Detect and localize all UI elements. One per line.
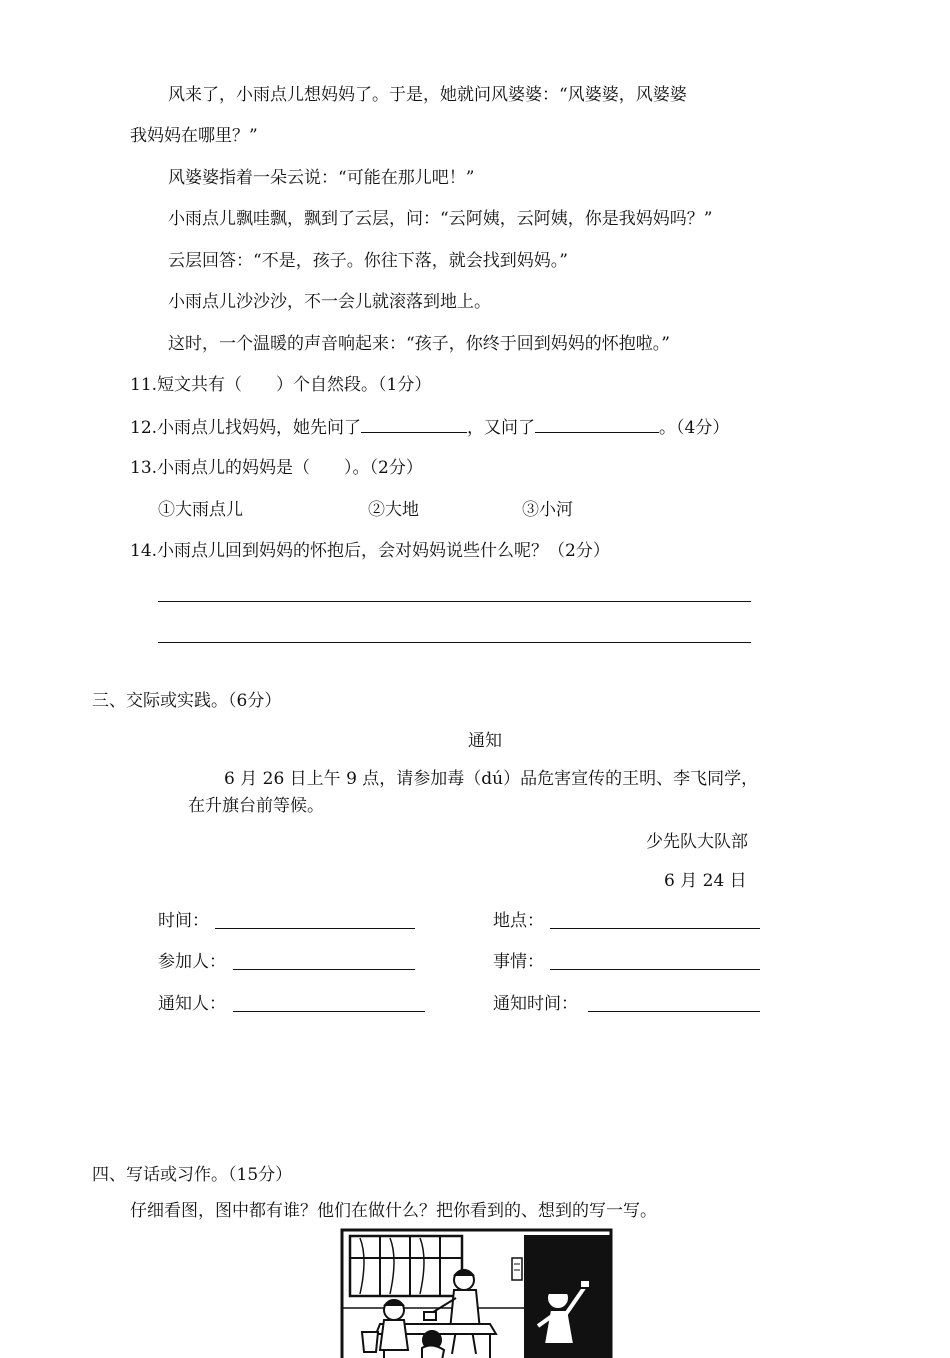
- question-13: 13.小雨点儿的妈妈是（ ）。（2分）: [130, 458, 423, 478]
- question-12-text-b: ，又问了: [467, 418, 536, 438]
- section-4-prompt: 仔细看图，图中都有谁？他们在做什么？把你看到的、想到的写一写。: [130, 1201, 657, 1221]
- classroom-cleaning-illustration: [340, 1228, 613, 1358]
- notice-title: 通知: [468, 731, 502, 751]
- story-paragraph-5: 小雨点儿沙沙沙，不一会儿就滚落到地上。: [168, 292, 491, 312]
- section-4-heading: 四、写话或习作。（15分）: [92, 1165, 293, 1185]
- field-notifier-label: 通知人：: [158, 994, 226, 1014]
- field-place-line[interactable]: [550, 928, 760, 929]
- notice-date: 6 月 24 日: [664, 871, 747, 891]
- story-paragraph-4: 云层回答：“不是，孩子。你往下落，就会找到妈妈。”: [168, 251, 568, 271]
- question-12-blank-2[interactable]: [535, 416, 659, 433]
- question-12-text-c: 。（4分）: [659, 418, 730, 438]
- notice-body-line-2: 在升旗台前等候。: [188, 796, 324, 816]
- field-time-label: 时间：: [158, 911, 209, 931]
- story-paragraph-1-line-1: 风来了，小雨点儿想妈妈了。于是，她就问风婆婆：“风婆婆，风婆婆: [168, 85, 687, 105]
- question-11: 11.短文共有（ ）个自然段。（1分）: [130, 375, 432, 395]
- question-12-blank-1[interactable]: [361, 416, 467, 433]
- story-paragraph-3: 小雨点儿飘哇飘，飘到了云层，问：“云阿姨，云阿姨，你是我妈妈吗？”: [168, 209, 713, 229]
- field-time-line[interactable]: [215, 928, 415, 929]
- story-paragraph-6: 这时，一个温暖的声音响起来：“孩子，你终于回到妈妈的怀抱啦。”: [168, 334, 670, 354]
- answer-line-1[interactable]: [158, 601, 751, 602]
- field-participants-line[interactable]: [233, 969, 415, 970]
- field-matter-line[interactable]: [550, 969, 760, 970]
- question-12-text-a: 12.小雨点儿找妈妈，她先问了: [130, 418, 362, 438]
- field-notifier-line[interactable]: [233, 1011, 425, 1012]
- question-13-option-3[interactable]: ③小河: [522, 500, 573, 520]
- question-14: 14.小雨点儿回到妈妈的怀抱后，会对妈妈说些什么呢？（2分）: [130, 541, 610, 561]
- field-matter-label: 事情：: [493, 952, 544, 972]
- answer-line-2[interactable]: [158, 642, 751, 643]
- notice-body-line-1: 6 月 26 日上午 9 点，请参加毒（dú）品危害宣传的王明、李飞同学，: [224, 769, 759, 789]
- section-3-heading: 三、交际或实践。（6分）: [92, 691, 282, 711]
- field-notify-time-label: 通知时间：: [493, 994, 578, 1014]
- question-13-option-2[interactable]: ②大地: [368, 500, 419, 520]
- notice-signer: 少先队大队部: [646, 832, 748, 852]
- field-participants-label: 参加人：: [158, 952, 226, 972]
- story-paragraph-1-line-2: 我妈妈在哪里？”: [130, 126, 258, 146]
- field-notify-time-line[interactable]: [588, 1011, 760, 1012]
- question-12: [130, 416, 729, 439]
- field-place-label: 地点：: [493, 911, 544, 931]
- question-13-option-1[interactable]: ①大雨点儿: [158, 500, 243, 520]
- story-paragraph-2: 风婆婆指着一朵云说：“可能在那儿吧！”: [168, 168, 475, 188]
